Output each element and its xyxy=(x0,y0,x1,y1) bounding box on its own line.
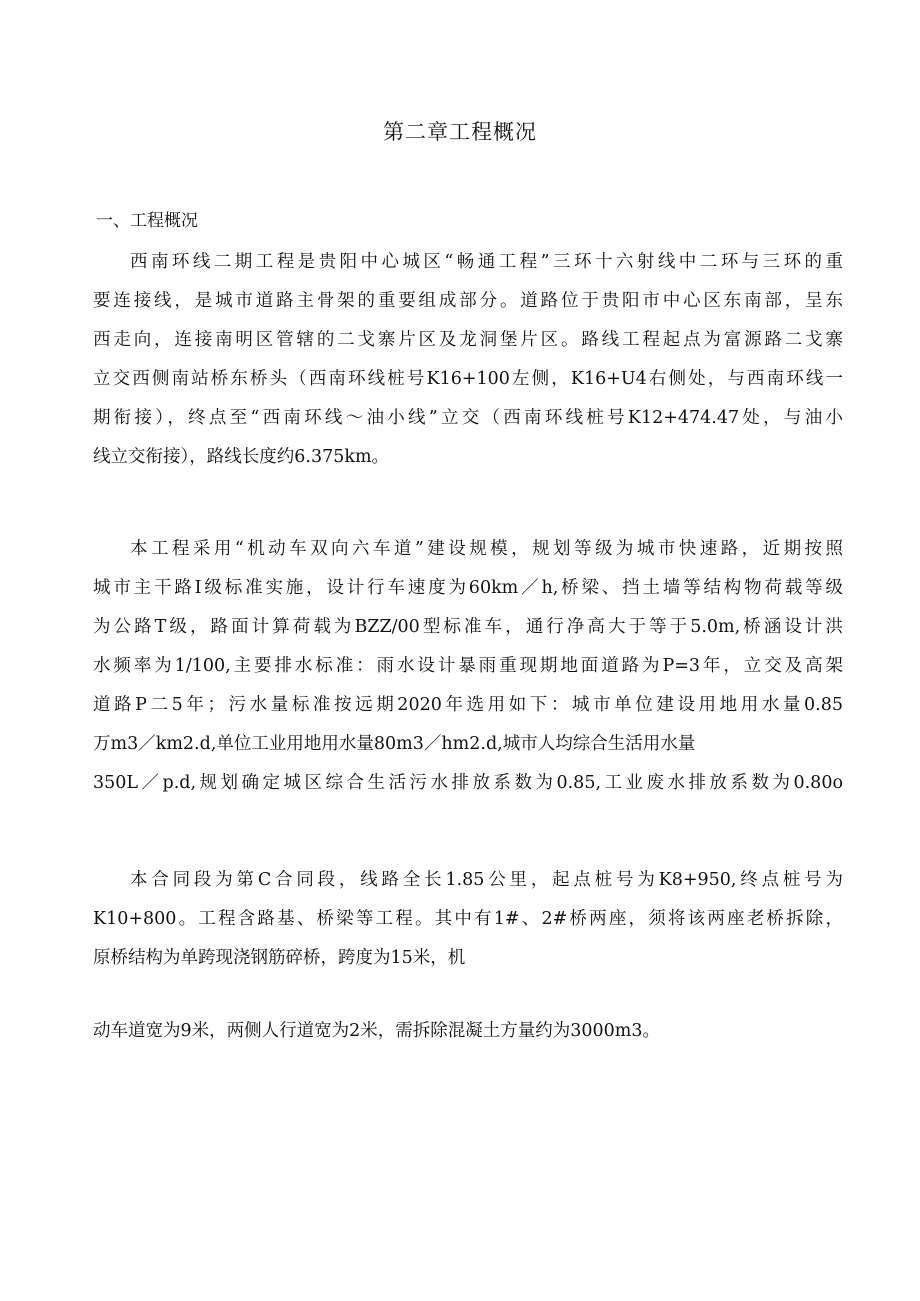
paragraph-standards xyxy=(93,530,843,803)
paragraph-line: 要连接线，是城市道路主骨架的重要组成部分。道路位于贵阳市中心区东南部，呈东 xyxy=(93,291,843,311)
paragraph-line: 万m3／km2.d,单位工业用地用水量80m3／hm2.d,城市人均综合生活用水量 xyxy=(93,734,696,754)
paragraph-line: 线立交衔接），路线长度约6.375km。 xyxy=(93,447,390,467)
paragraph-line: 立交西侧南站桥东桥头（西南环线桩号K16+100左侧，K16+U4右侧处，与西南环线一 xyxy=(93,369,843,389)
paragraph-demolition xyxy=(93,1012,843,1051)
paragraph-overview xyxy=(93,243,843,477)
paragraph-line: 城市主干路Ⅰ级标准实施，设计行车速度为60km／h,桥梁、挡土墙等结构物荷载等级 xyxy=(93,578,843,598)
paragraph-contract-section xyxy=(93,861,843,978)
paragraph-line: 西南环线二期工程是贵阳中心城区“畅通工程”三环十六射线中二环与三环的重 xyxy=(130,252,843,272)
paragraph-line: 原桥结构为单跨现浇钢筋碎桥，跨度为15米，机 xyxy=(93,948,466,968)
paragraph-line: 西走向，连接南明区管辖的二戈寨片区及龙洞堡片区。路线工程起点为富源路二戈寨 xyxy=(93,330,843,350)
paragraph-line: 动车道宽为9米，两侧人行道宽为2米，需拆除混凝土方量约为3000m3。 xyxy=(93,1021,661,1041)
paragraph-line: 350L／p.d,规划确定城区综合生活污水排放系数为0.85,工业废水排放系数为0.80o xyxy=(93,773,843,793)
paragraph-line: 本合同段为第C合同段，线路全长1.85公里，起点桩号为K8+950,终点桩号为 xyxy=(130,870,843,890)
paragraph-line: 水频率为1/100,主要排水标准：雨水设计暴雨重现期地面道路为P=3年，立交及高架 xyxy=(93,656,843,676)
chapter-title: 第二章工程概况 xyxy=(383,120,537,144)
paragraph-line: K10+800。工程含路基、桥梁等工程。其中有1#、2#桥两座，须将该两座老桥拆除， xyxy=(93,909,843,929)
section-heading: 一、工程概况 xyxy=(96,211,198,231)
paragraph-line: 为公路T级，路面计算荷载为BZZ/00型标准车，通行净高大于等于5.0m,桥涵设计洪 xyxy=(93,617,843,637)
paragraph-line: 道路P二5年；污水量标准按远期2020年选用如下：城市单位建设用地用水量0.85 xyxy=(93,695,843,715)
paragraph-line: 期衔接），终点至“西南环线～油小线”立交（西南环线桩号K12+474.47处，与油小 xyxy=(93,408,843,428)
paragraph-line: 本工程采用“机动车双向六车道”建设规模，规划等级为城市快速路，近期按照 xyxy=(130,539,843,559)
